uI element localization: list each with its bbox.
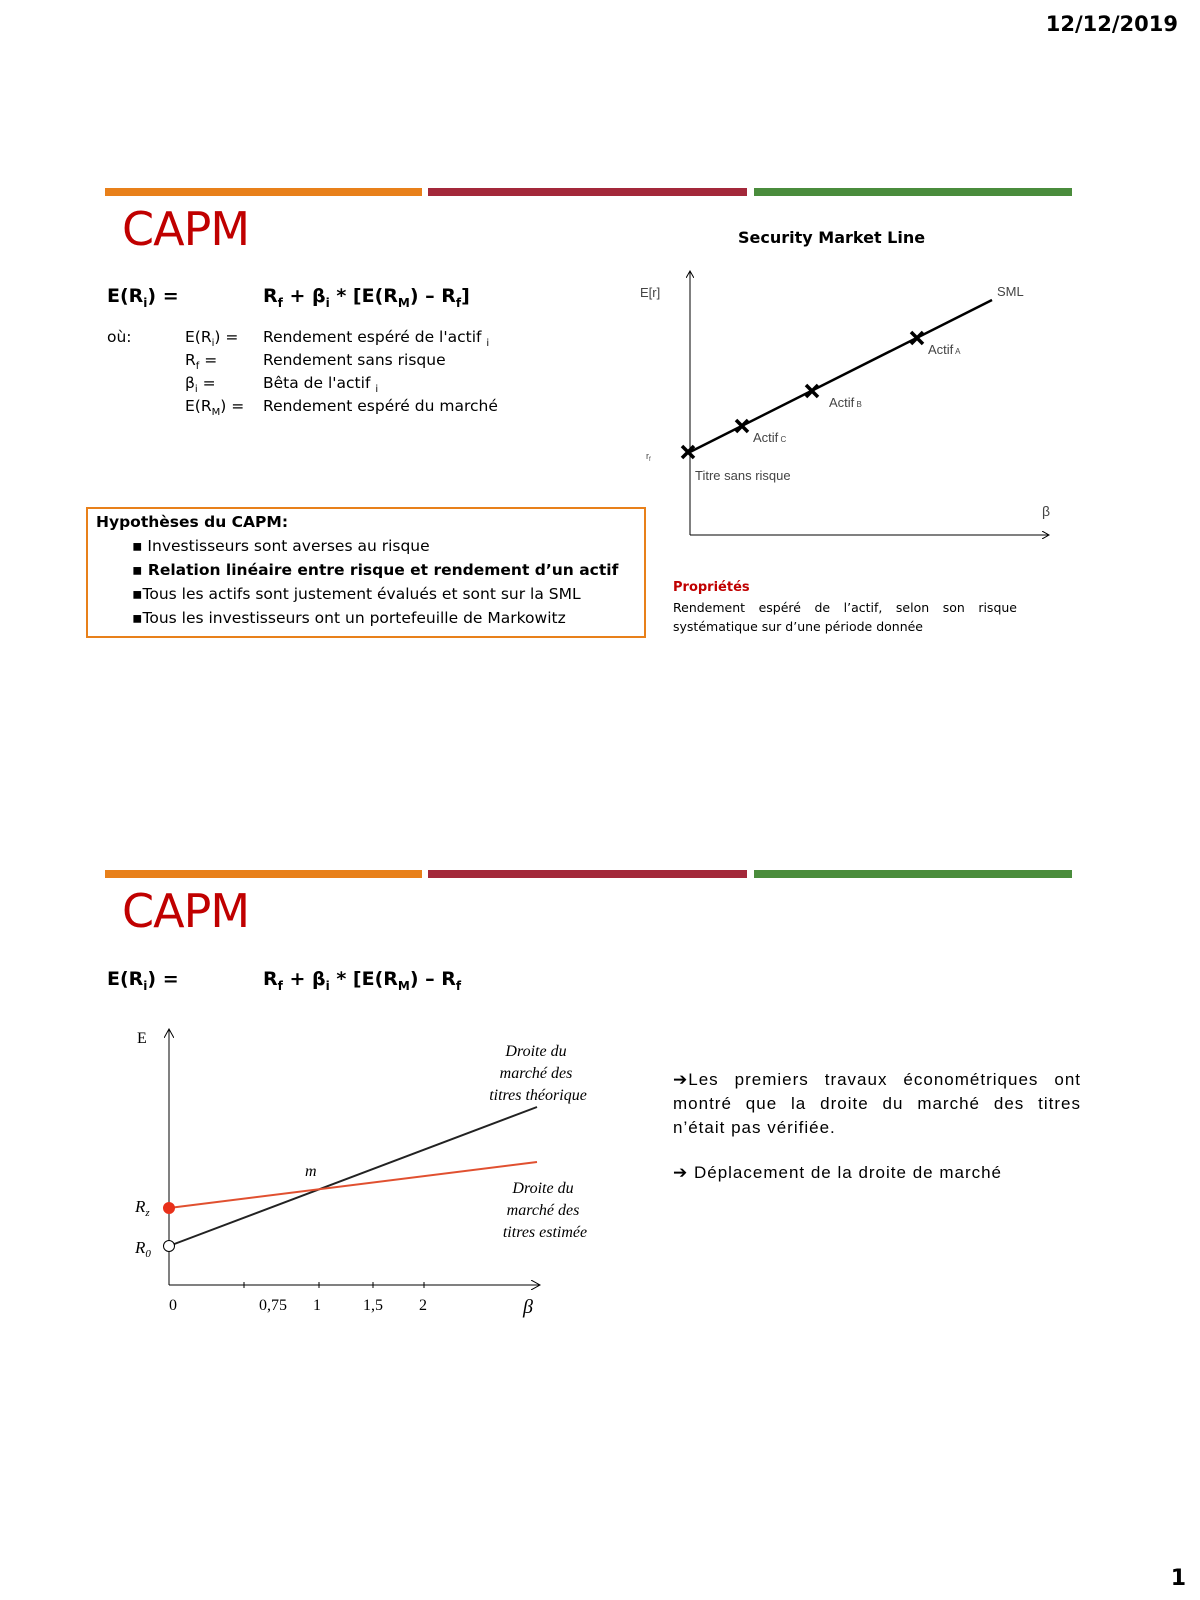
- accent-bar-green: [754, 188, 1072, 196]
- sml-point-actif-b: [806, 385, 818, 397]
- rz-label: $R_z$: [135, 1197, 150, 1219]
- accent-bar-red: [428, 870, 747, 878]
- sml-chart: [630, 260, 1070, 550]
- sml-point-label-actif-b: Actif B: [829, 395, 862, 410]
- ou-label: où:: [107, 328, 132, 346]
- x-tick-label: 1: [313, 1297, 321, 1314]
- formula-definitions: [107, 328, 607, 428]
- properties-text: Rendement espéré de l’actif, selon son risque systématique sur d’une période donnée: [673, 600, 1017, 634]
- sml-y-label: E[r]: [640, 285, 661, 300]
- hypothesis-item: ▪ Relation linéaire entre risque et rendement d’un actif: [132, 561, 619, 579]
- x-tick-label: 0,75: [259, 1297, 287, 1314]
- def-desc-4: Rendement espéré du marché: [263, 397, 498, 415]
- sml-point-actif-c: [736, 420, 748, 432]
- hypothesis-item: ▪Tous les actifs sont justement évalués et sont sur la SML: [132, 585, 581, 603]
- slide-title: CAPM: [122, 884, 250, 938]
- def-desc-1: Rendement espéré de l'actif $_i$: [263, 328, 490, 350]
- estimated-line: [169, 1162, 537, 1208]
- sml-point-label-actif-a: Actif A: [928, 342, 961, 357]
- accent-bar-orange: [105, 188, 422, 196]
- hypotheses-box: [86, 507, 646, 638]
- document-date: 12/12/2019: [1045, 12, 1178, 36]
- hypothesis-item: ▪ Investisseurs sont averses au risque: [132, 537, 430, 555]
- theoretical-line: [169, 1107, 537, 1246]
- estimated-line-label: Droite du marché des titres estimée: [502, 1180, 588, 1241]
- sml-comparison-chart: [125, 1020, 625, 1325]
- sml-rf-label: $r_f$: [646, 451, 651, 463]
- y-axis-label: E: [137, 1030, 147, 1047]
- capm-formula: $E(R_i)$ = $R_f + \beta_i * [E(R_M) - R_f$: [107, 968, 462, 993]
- sml-point-actif-a: [911, 332, 923, 344]
- x-tick-label: 0: [169, 1297, 177, 1314]
- accent-bar-green: [754, 870, 1072, 878]
- slide-title: CAPM: [122, 202, 250, 256]
- accent-bar-red: [428, 188, 747, 196]
- def-term-1: $E(R_i)$ =: [185, 328, 239, 350]
- hypothesis-item: ▪Tous les investisseurs ont un portefeuille de Markowitz: [132, 609, 566, 627]
- sml-point-label-risk-free: Titre sans risque: [695, 468, 791, 483]
- x-tick-label: 1,5: [363, 1297, 383, 1314]
- r0-label: $R_0$: [135, 1238, 151, 1260]
- page-number: 1: [1170, 1566, 1186, 1591]
- def-desc-2: Rendement sans risque: [263, 351, 446, 369]
- hypotheses-title: Hypothèses du CAPM:: [96, 513, 289, 531]
- x-axis-label: β: [523, 1296, 533, 1318]
- def-desc-3: Bêta de l'actif $_i$: [263, 374, 379, 396]
- sml-chart-title: Security Market Line: [738, 228, 926, 247]
- sml-line: [688, 300, 992, 453]
- sml-x-label: β: [1042, 503, 1051, 519]
- properties-title: Propriétés: [673, 580, 750, 595]
- note-paragraph: ➔Les premiers travaux économétriques ont montré que la droite du marché des titres n’était pas vérifiée.: [673, 1070, 1081, 1137]
- sml-point-label-actif-c: Actif C: [753, 430, 787, 445]
- def-term-2: $R_f$ =: [185, 351, 218, 373]
- def-term-4: $E(R_M)$ =: [185, 397, 245, 419]
- theoretical-line-label: Droite du marché des titres théorique: [489, 1043, 587, 1104]
- accent-bar-orange: [105, 870, 422, 878]
- def-term-3: $\beta_i$ =: [185, 374, 216, 396]
- x-tick-label: 2: [419, 1297, 427, 1314]
- rz-point: [164, 1203, 175, 1214]
- m-label: m: [305, 1163, 317, 1180]
- r0-point: [164, 1241, 175, 1252]
- capm-formula: $E(R_i)$ = $R_f + \beta_i * [E(R_M) - R_f]$: [107, 285, 470, 310]
- sml-line-label: SML: [997, 284, 1024, 299]
- note-paragraph: ➔ Déplacement de la droite de marché: [673, 1163, 1003, 1182]
